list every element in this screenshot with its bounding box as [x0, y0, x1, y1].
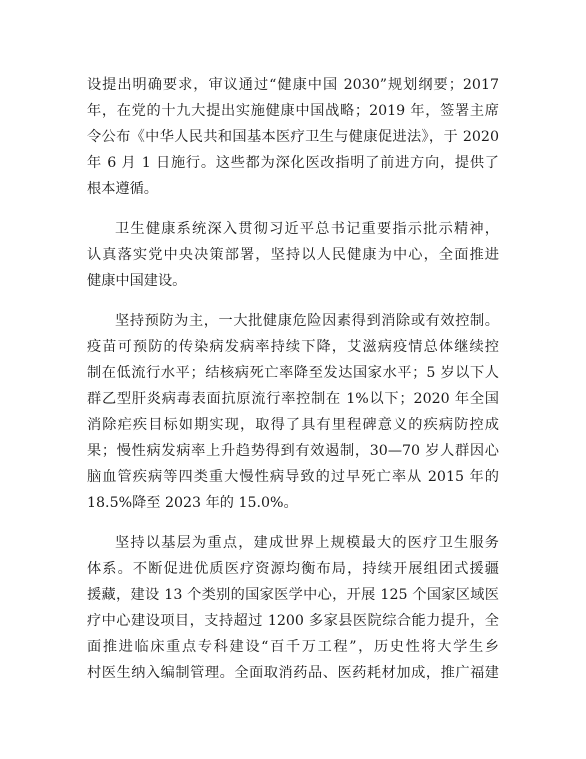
- text-line: 卫生健康系统深入贯彻习近平总书记重要指示批示精神，: [115, 221, 499, 237]
- text-line: 面推进临床重点专科建设“百千万工程”，历史性将大学生乡: [87, 639, 499, 655]
- text-line: 设提出明确要求，审议通过“健康中国 2030”规划纲要；2017: [87, 77, 499, 93]
- text-line: 果；慢性病发病率上升趋势得到有效遏制，30—70 岁人群因心: [87, 443, 499, 459]
- paragraph-3: [87, 308, 499, 516]
- text-line: 年，在党的十九大提出实施健康中国战略；2019 年，签署主席: [87, 103, 499, 119]
- text-line: 根本遵循。: [87, 181, 158, 197]
- text-line: 援藏，建设 13 个类别的国家医学中心，开展 125 个国家区域医: [87, 587, 499, 603]
- text-line: 体系。不断促进优质医疗资源均衡布局，持续开展组团式援疆: [87, 561, 499, 577]
- text-line: 制在低流行水平；结核病死亡率降至发达国家水平；5 岁以下人: [87, 365, 499, 381]
- body-text: [87, 72, 499, 700]
- text-line: 疗中心建设项目，支持超过 1200 多家县医院综合能力提升，全: [87, 613, 499, 629]
- text-line: 脑血管疾病等四类重大慢性病导致的过早死亡率从 2015 年的: [87, 469, 499, 485]
- text-line: 令公布《中华人民共和国基本医疗卫生与健康促进法》，于 2020: [87, 129, 499, 145]
- text-line: 18.5%降至 2023 年的 15.0%。: [87, 495, 298, 511]
- text-line: 疫苗可预防的传染病发病率持续下降，艾滋病疫情总体继续控: [87, 339, 499, 355]
- text-line: 认真落实党中央决策部署，坚持以人民健康为中心，全面推进: [87, 247, 499, 263]
- text-line: 村医生纳入编制管理。全面取消药品、医药耗材加成，推广福建: [87, 665, 499, 681]
- text-line: 年 6 月 1 日施行。这些都为深化医改指明了前进方向，提供了: [87, 155, 499, 171]
- text-line: 消除疟疾目标如期实现，取得了具有里程碑意义的疾病防控成: [87, 417, 499, 433]
- paragraph-2: [87, 216, 499, 294]
- paragraph-1: [87, 72, 499, 202]
- text-line: 坚持预防为主，一大批健康危险因素得到消除或有效控制。: [115, 313, 499, 329]
- text-line: 健康中国建设。: [87, 273, 187, 289]
- text-line: 群乙型肝炎病毒表面抗原流行率控制在 1%以下；2020 年全国: [87, 391, 499, 407]
- paragraph-4: [87, 530, 499, 686]
- text-line: 坚持以基层为重点，建成世界上规模最大的医疗卫生服务: [115, 535, 499, 551]
